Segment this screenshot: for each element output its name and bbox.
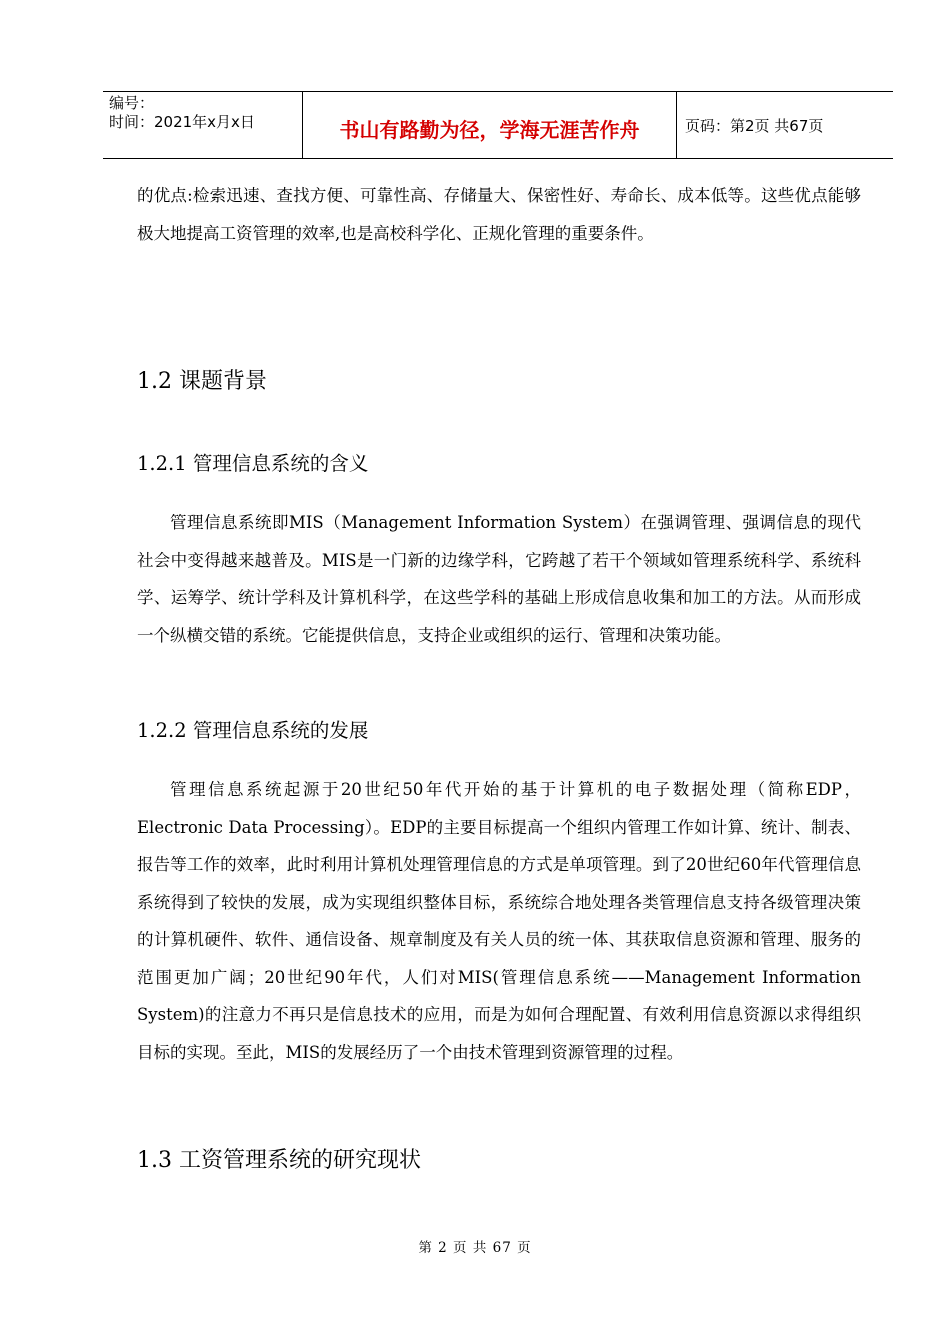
document-time-label: 时间：2021年x月x日 <box>109 113 255 131</box>
paragraph-1-2-2: 管理信息系统起源于20世纪50年代开始的基于计算机的电子数据处理（简称EDP，Electronic Data Processing）。EDP的主要目标提高一个组织内管理工作如计算、统计、制表、报告等工作的效率，此时利用计算机处理管理信息的方式是单项管理。到了20世纪60年代管理信息系统得到了较快的发展，成为实现组织整体目标，系统综合地处理各类管理信息支持各级管理决策的计算机硬件、软件、通信设备、规章制度及有关人员的统一体、其获取信息资源和管理、服务的范围更加广阔；20世纪90年代，人们对MIS(管理信息系统——Management Information System)的注意力不再只是信息技术的应用，而是为如何合理配置、有效利用信息资源以求得组织目标的实现。至此，MIS的发展经历了一个由技术管理到资源管理的过程。 <box>137 780 861 1062</box>
section-heading-1-2-2: 1.2.2 管理信息系统的发展 <box>137 719 369 742</box>
intro-paragraph: 的优点:检索迅速、查找方便、可靠性高、存储量大、保密性好、寿命长、成本低等。这些优点能够极大地提高工资管理的效率,也是高校科学化、正规化管理的重要条件。 <box>137 186 861 243</box>
section-heading-1-3: 1.3 工资管理系统的研究现状 <box>137 1148 421 1173</box>
page-footer: 第 2 页 共 67 页 <box>418 1240 532 1256</box>
header-motto-cell <box>303 92 677 158</box>
paragraph-1-2-1: 管理信息系统即MIS（Management Information System）在强调管理、强调信息的现代社会中变得越来越普及。MIS是一门新的边缘学科，它跨越了若干个领域如管理系统科学、系统科学、运筹学、统计学科及计算机科学，在这些学科的基础上形成信息收集和加工的方法。从而形成一个纵横交错的系统。它能提供信息，支持企业或组织的运行、管理和决策功能。 <box>137 513 861 645</box>
section-heading-1-2: 1.2 课题背景 <box>137 369 267 394</box>
paragraph-block-1-2-1 <box>137 504 861 654</box>
document-code-label: 编号： <box>109 94 155 112</box>
intro-paragraph-block <box>137 177 861 252</box>
page-header <box>103 91 893 159</box>
section-heading-1-2-1: 1.2.1 管理信息系统的含义 <box>137 452 369 475</box>
header-motto: 书山有路勤为径，学海无涯苦作舟 <box>339 118 640 142</box>
paragraph-block-1-2-2 <box>137 771 861 1071</box>
header-page-cell <box>677 92 893 158</box>
header-page-number: 页码：第2页 共67页 <box>685 117 824 135</box>
header-info-cell <box>103 92 303 158</box>
